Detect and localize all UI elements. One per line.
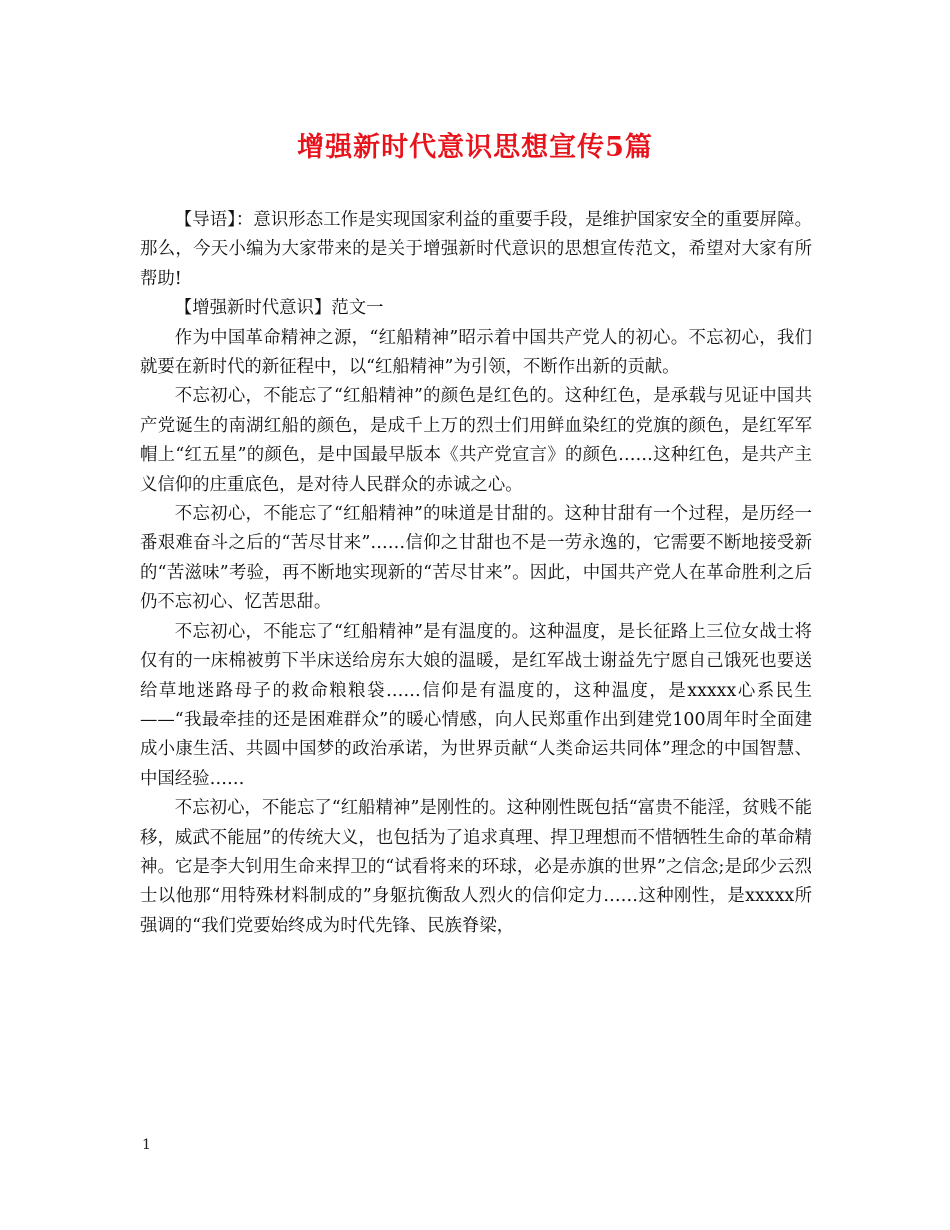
section-heading: 【增强新时代意识】范文一 [174,298,384,319]
page-number: 1 [142,1137,151,1153]
body-paragraph: 不忘初心，不能忘了“红船精神”是刚性的。这种刚性既包括“富贵不能淫，贫贱不能移，威武不能屈”的传统大义，也包括为了追求真理、捍卫理想而不惜牺牲生命的革命精神。它是李大钊用生命来捍卫的“试看将来的环球，必是赤旗的世界”之信念;是邱少云烈士以他那“用特殊材料制成的”身躯抗衡敌人烈火的信仰定力……这种刚性，是xxxxx所强调的“我们党要始终成为时代先锋、民族脊梁， [140,798,812,936]
body-paragraph: 作为中国革命精神之源，“红船精神”昭示着中国共产党人的初心。不忘初心，我们就要在新时代的新征程中，以“红船精神”为引领，不断作出新的贡献。 [140,327,812,378]
body-paragraph: 不忘初心，不能忘了“红船精神”的味道是甘甜的。这种甘甜有一个过程，是历经一番艰难奋斗之后的“苦尽甘来”……信仰之甘甜也不是一劳永逸的，它需要不断地接受新的“苦滋味”考验，再不断地实现新的“苦尽甘来”。因此，中国共产党人在革命胜利之后仍不忘初心、忆苦思甜。 [140,504,812,613]
page-title: 增强新时代意识思想宣传5篇 [297,132,653,163]
intro-paragraph: 【导语】：意识形态工作是实现国家利益的重要手段，是维护国家安全的重要屏障。那么，今天小编为大家带来的是关于增强新时代意识的思想宣传范文，希望对大家有所帮助! [140,210,812,289]
body-paragraph: 不忘初心，不能忘了“红船精神”的颜色是红色的。这种红色，是承载与见证中国共产党诞生的南湖红船的颜色，是成千上万的烈士们用鲜血染红的党旗的颜色，是红军军帽上“红五星”的颜色，是中国最早版本《共产党宣言》的颜色……这种红色，是共产主义信仰的庄重底色，是对待人民群众的赤诚之心。 [140,386,812,495]
document-body [140,206,812,941]
body-paragraph: 不忘初心，不能忘了“红船精神”是有温度的。这种温度，是长征路上三位女战士将仅有的一床棉被剪下半床送给房东大娘的温暖，是红军战士谢益先宁愿自己饿死也要送给草地迷路母子的救命粮粮袋……信仰是有温度的，这种温度，是xxxxx心系民生——“我最牵挂的还是困难群众”的暖心情感，向人民郑重作出到建党100周年时全面建成小康生活、共圆中国梦的政治承诺，为世界贡献“人类命运共同体”理念的中国智慧、中国经验…… [140,621,812,789]
